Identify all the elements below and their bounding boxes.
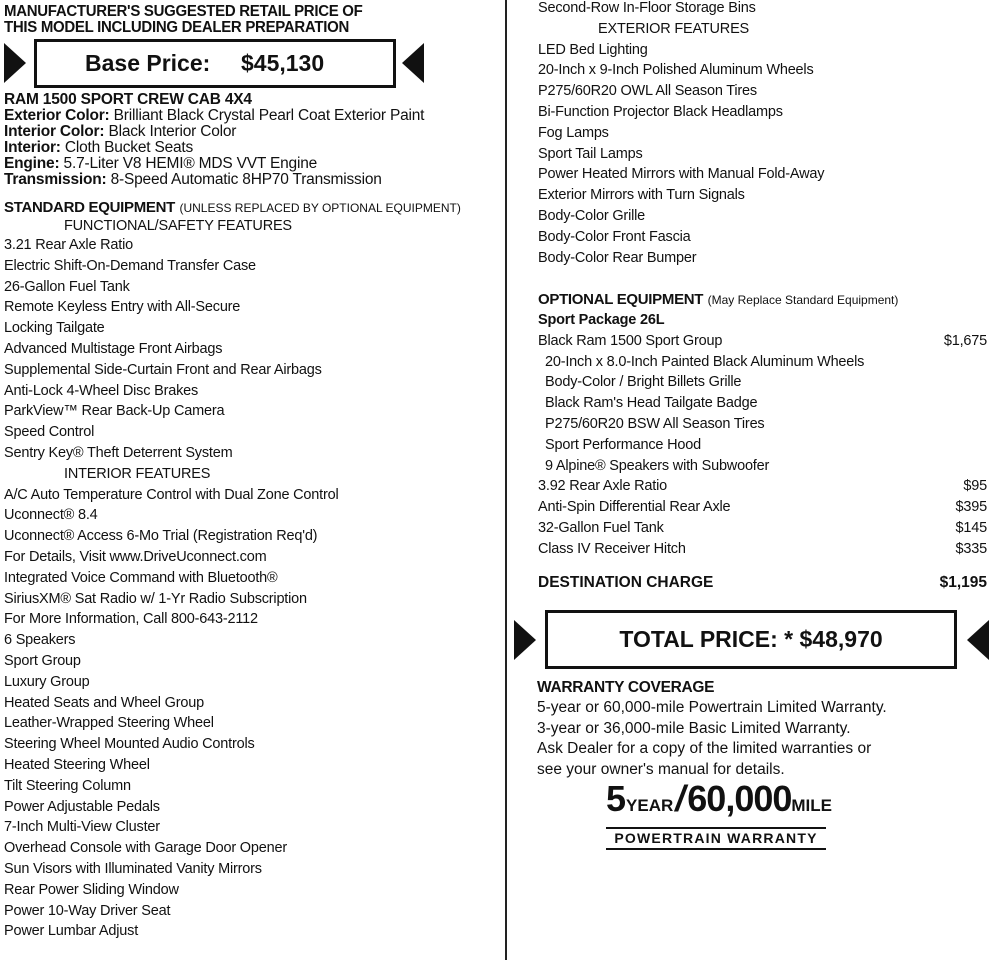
list-item: Power Lumbar Adjust — [4, 923, 139, 940]
list-item: For Details, Visit www.DriveUconnect.com — [4, 548, 267, 565]
list-item: Power Adjustable Pedals — [4, 798, 160, 815]
list-item: Leather-Wrapped Steering Wheel — [4, 715, 214, 732]
option-name: 32-Gallon Fuel Tank — [538, 519, 664, 536]
standard-equipment-title: STANDARD EQUIPMENT (UNLESS REPLACED BY OPTIONAL EQUIPMENT) — [4, 199, 461, 216]
spec-exterior-color: Exterior Color: Brilliant Black Crystal Pearl Coat Exterior Paint — [4, 107, 425, 124]
warranty-line: see your owner's manual for details. — [537, 760, 785, 778]
list-item: 9 Alpine® Speakers with Subwoofer — [545, 457, 770, 474]
list-item: P275/60R20 BSW All Season Tires — [545, 415, 765, 432]
interior-heading: INTERIOR FEATURES — [64, 465, 211, 482]
list-item: Body-Color Grille — [538, 207, 645, 224]
spec-interior: Interior: Cloth Bucket Seats — [4, 139, 194, 156]
option-row — [538, 476, 987, 497]
list-item: Fog Lamps — [538, 124, 609, 141]
list-item: Steering Wheel Mounted Audio Controls — [4, 736, 255, 753]
arrow-right-icon — [4, 43, 26, 83]
list-item: Remote Keyless Entry with All-Secure — [4, 299, 241, 316]
list-item: 20-Inch x 9-Inch Polished Aluminum Wheels — [538, 62, 814, 79]
functional-heading: FUNCTIONAL/SAFETY FEATURES — [64, 218, 292, 234]
list-item: Body-Color / Bright Billets Grille — [545, 374, 742, 391]
list-item: Integrated Voice Command with Bluetooth® — [4, 569, 278, 586]
list-item: Sun Visors with Illuminated Vanity Mirrors — [4, 860, 262, 877]
list-item: SiriusXM® Sat Radio w/ 1-Yr Radio Subscription — [4, 590, 307, 607]
list-item: 7-Inch Multi-View Cluster — [4, 819, 160, 836]
standard-equipment — [4, 199, 500, 942]
interior-list — [4, 485, 500, 943]
msrp-header-line2: THIS MODEL INCLUDING DEALER PREPARATION — [4, 18, 349, 37]
warranty-badge-headline: 5 YEAR / 60,000 MILE — [606, 778, 832, 819]
base-price-label: Base Price: — [85, 50, 211, 76]
destination-price: $1,195 — [939, 574, 987, 591]
list-item: Power Heated Mirrors with Manual Fold-Away — [538, 166, 825, 183]
list-item: 20-Inch x 8.0-Inch Painted Black Aluminum Wheels — [545, 353, 865, 370]
list-item: Electric Shift-On-Demand Transfer Case — [4, 257, 256, 274]
option-name: Class IV Receiver Hitch — [538, 540, 686, 557]
warranty-line: 3-year or 36,000-mile Basic Limited Warranty. — [537, 719, 851, 737]
list-item: Power 10-Way Driver Seat — [4, 902, 171, 919]
list-item: Sport Performance Hood — [545, 436, 701, 453]
list-item: Anti-Lock 4-Wheel Disc Brakes — [4, 382, 199, 399]
list-item: Uconnect® 8.4 — [4, 507, 98, 524]
functional-list — [4, 235, 500, 464]
base-price-box — [34, 39, 396, 88]
warranty-badge — [606, 778, 832, 850]
list-item: Body-Color Rear Bumper — [538, 249, 697, 266]
option-row — [538, 539, 987, 560]
optional-equipment — [538, 290, 987, 560]
list-item: Advanced Multistage Front Airbags — [4, 340, 223, 357]
spec-engine: Engine: 5.7-Liter V8 HEMI® MDS VVT Engine — [4, 155, 318, 172]
option-name: Anti-Spin Differential Rear Axle — [538, 499, 731, 516]
list-item: Sport Group — [4, 652, 81, 669]
list-item: For More Information, Call 800-643-2112 — [4, 611, 258, 628]
list-item: Sentry Key® Theft Deterrent System — [4, 444, 233, 461]
list-item: Heated Seats and Wheel Group — [4, 694, 204, 711]
list-item: Uconnect® Access 6-Mo Trial (Registration Req'd) — [4, 528, 318, 545]
list-item: Overhead Console with Garage Door Opener — [4, 840, 287, 857]
option-row — [538, 497, 987, 518]
destination-label: DESTINATION CHARGE — [538, 574, 714, 591]
list-item: Body-Color Front Fascia — [538, 228, 691, 245]
list-item: Black Ram's Head Tailgate Badge — [545, 395, 758, 412]
list-item: 6 Speakers — [4, 632, 76, 649]
list-item: Locking Tailgate — [4, 320, 105, 337]
arrow-left-icon — [402, 43, 424, 83]
warranty-section — [537, 678, 989, 780]
warranty-badge-subtitle: POWERTRAIN WARRANTY — [606, 827, 826, 850]
spec-transmission: Transmission: 8-Speed Automatic 8HP70 Transmission — [4, 171, 382, 188]
option-name: 3.92 Rear Axle Ratio — [538, 478, 667, 495]
list-item: Tilt Steering Column — [4, 777, 131, 794]
right-column — [538, 0, 990, 268]
warranty-title: WARRANTY COVERAGE — [537, 679, 715, 696]
arrow-left-icon — [967, 620, 989, 660]
option-price: $395 — [955, 499, 987, 516]
list-item: LED Bed Lighting — [538, 41, 648, 58]
option-price: $145 — [955, 519, 987, 536]
list-item: Rear Power Sliding Window — [4, 881, 179, 898]
destination-row — [538, 574, 987, 592]
list-item: Heated Steering Wheel — [4, 756, 150, 773]
list-item: Luxury Group — [4, 673, 90, 690]
list-item: 3.21 Rear Axle Ratio — [4, 237, 133, 253]
list-item: Speed Control — [4, 424, 95, 441]
base-price-value: $45,130 — [241, 50, 325, 76]
exterior-list — [538, 40, 990, 269]
warranty-line: Ask Dealer for a copy of the limited warranties or — [537, 740, 872, 757]
optional-equipment-title: OPTIONAL EQUIPMENT (May Replace Standard Equipment) — [538, 291, 899, 308]
column-divider — [505, 0, 507, 960]
list-item: P275/60R20 OWL All Season Tires — [538, 83, 757, 100]
package-name: Sport Package 26L — [538, 312, 665, 328]
vehicle-model: RAM 1500 SPORT CREW CAB 4X4 — [4, 91, 252, 108]
list-item: Supplemental Side-Curtain Front and Rear Airbags — [4, 361, 322, 378]
warranty-line: 5-year or 60,000-mile Powertrain Limited Warranty. — [537, 699, 887, 716]
list-item: Second-Row In-Floor Storage Bins — [538, 0, 756, 16]
list-item: Bi-Function Projector Black Headlamps — [538, 103, 783, 120]
msrp-header-line1: MANUFACTURER'S SUGGESTED RETAIL PRICE OF — [4, 2, 363, 21]
extras-list — [538, 476, 987, 559]
group-row: Black Ram 1500 Sport Group $1,675 — [538, 332, 987, 349]
option-price: $335 — [955, 540, 987, 557]
group-items — [538, 352, 987, 477]
exterior-heading: EXTERIOR FEATURES — [598, 20, 750, 37]
vehicle-specs — [4, 92, 500, 188]
total-price-box — [545, 610, 957, 669]
list-item: Sport Tail Lamps — [538, 145, 643, 162]
list-item: ParkView™ Rear Back-Up Camera — [4, 403, 225, 420]
list-item: A/C Auto Temperature Control with Dual Zone Control — [4, 486, 339, 503]
arrow-right-icon — [514, 620, 536, 660]
list-item: 26-Gallon Fuel Tank — [4, 278, 130, 295]
spec-interior-color: Interior Color: Black Interior Color — [4, 123, 237, 140]
option-price: $95 — [963, 478, 987, 495]
option-row — [538, 518, 987, 539]
total-price-label: TOTAL PRICE: * $48,970 — [619, 626, 883, 652]
list-item: Exterior Mirrors with Turn Signals — [538, 187, 745, 204]
